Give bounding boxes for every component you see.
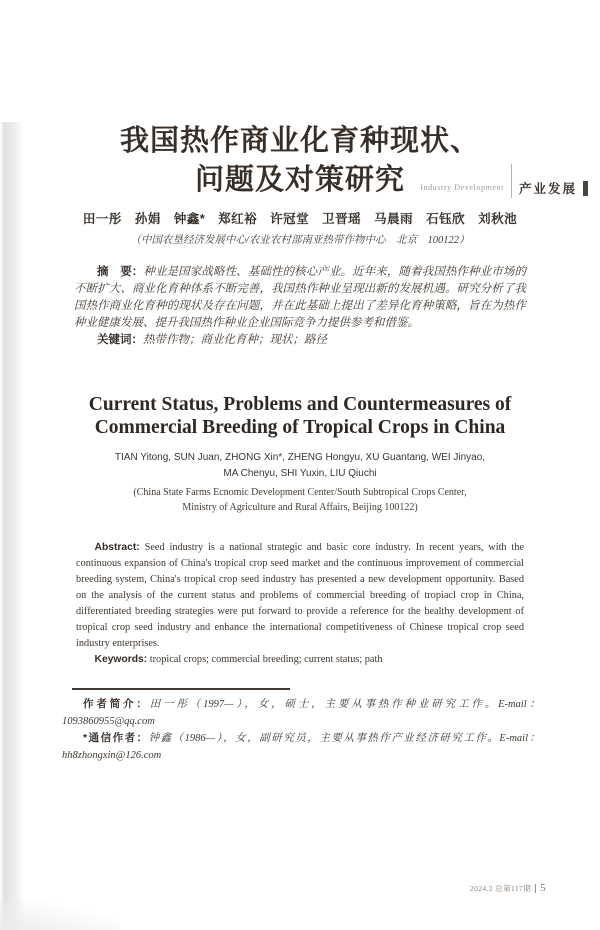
corresponding-author-paragraph (62, 730, 540, 764)
header-accent-bar (583, 181, 588, 196)
abstract-english-text: Seed industry is a national strategic and basic core industry. In recent years, with the continuous expansion of China's tropical crop seed market and the continuous improvement of commercial breeding system, China's tropical crop seed industry has presented a new development opportunity. Based on the analysis of the current status and problems of commercial breeding of tropiacl crop in China, differentiated breeding strategies were put forward to provide a reference for the healthy development of tropical crop seed industry and enhance the international competitiveness of Chinese tropical crop seed industry enterprises. (76, 542, 525, 649)
authors-english (0, 450, 600, 482)
footer-divider-line (535, 884, 536, 893)
section-label-english: Industry Development (420, 183, 504, 192)
abstract-chinese-paragraph (74, 264, 526, 332)
scanned-page-bottom-shadow (0, 900, 120, 930)
keywords-chinese-paragraph (74, 332, 526, 349)
author-bio-text: 田一彤（1997—），女，硕士，主要从事热作种业研究工作。E-mail：1093860955@qq.com (62, 699, 540, 727)
abstract-english-paragraph (76, 540, 524, 652)
abstract-chinese-block (74, 264, 526, 349)
section-label-chinese: 产业发展 (518, 182, 577, 196)
author-bio-label: 作者简介： (83, 698, 150, 710)
page-number: 5 (540, 882, 546, 894)
author-bio-paragraph (62, 696, 540, 730)
authors-english-line1: TIAN Yitong, SUN Juan, ZHONG Xin*, ZHENG Hongyu, XU Guantang, WEI Jinyao, (114, 452, 486, 463)
article-title-chinese-line2: 问题及对策研究 (194, 164, 405, 196)
abstract-chinese-label: 摘 要： (97, 266, 144, 278)
affiliation-chinese: （中国农垦经济发展中心/农业农村部南亚热带作物中心 北京 100122） (130, 235, 470, 246)
abstract-english-block (76, 540, 524, 668)
keywords-chinese-text: 热带作物；商业化育种；现状；路径 (143, 334, 327, 346)
abstract-chinese-text: 种业是国家战略性、基础性的核心产业。近年来，随着我国热作种业市场的不断扩大、商业化育种体系不断完善，我国热作种业呈现出新的发展机遇。研究分析了我国热作商业化育种的现状及存在问题，并在此基础上提出了差异化育种策略，旨在为热作种业健康发展、提升我国热作种业企业国际竞争力提供参考和借鉴。 (74, 266, 526, 329)
authors-english-line2: MA Chenyu, SHI Yuxin, LIU Qiuchi (223, 468, 377, 479)
footnote-divider-rule (72, 688, 290, 690)
corresponding-author-label: *通信作者： (83, 732, 149, 744)
authors-chinese: 田一彤 孙娟 钟鑫* 郑红裕 许冠堂 卫晋瑶 马晨雨 石钰欣 刘秋池 (82, 212, 518, 226)
article-title-english: Current Status, Problems and Countermeasures of Commercial Breeding of Tropical Crops in China (88, 394, 512, 438)
affiliation-english (0, 485, 600, 515)
corresponding-author-text: 钟鑫（1986—），女，副研究员，主要从事热作产业经济研究工作。E-mail：hh8zhongxin@126.com (62, 733, 540, 761)
article-title-chinese-line1: 我国热作商业化育种现状、 (119, 125, 480, 157)
affiliation-english-line1: (China State Farms Ecnomic Development Center/South Subtropical Crops Center, (133, 487, 467, 498)
keywords-english-text: tropical crops; commercial breeding; current status; path (149, 654, 383, 665)
keywords-english-paragraph (76, 652, 524, 668)
abstract-english-label: Abstract: (94, 542, 140, 553)
header-divider-line (511, 164, 512, 198)
affiliation-english-line2: Ministry of Agriculture and Rural Affairs, Beijing 100122) (182, 502, 418, 513)
keywords-chinese-label: 关键词： (97, 334, 143, 346)
keywords-english-label: Keywords: (94, 654, 148, 665)
issue-info: 2024.2 总第117期 (469, 883, 532, 893)
journal-section-header (420, 178, 588, 198)
footnote-block (62, 696, 540, 764)
page-footer (470, 882, 546, 894)
